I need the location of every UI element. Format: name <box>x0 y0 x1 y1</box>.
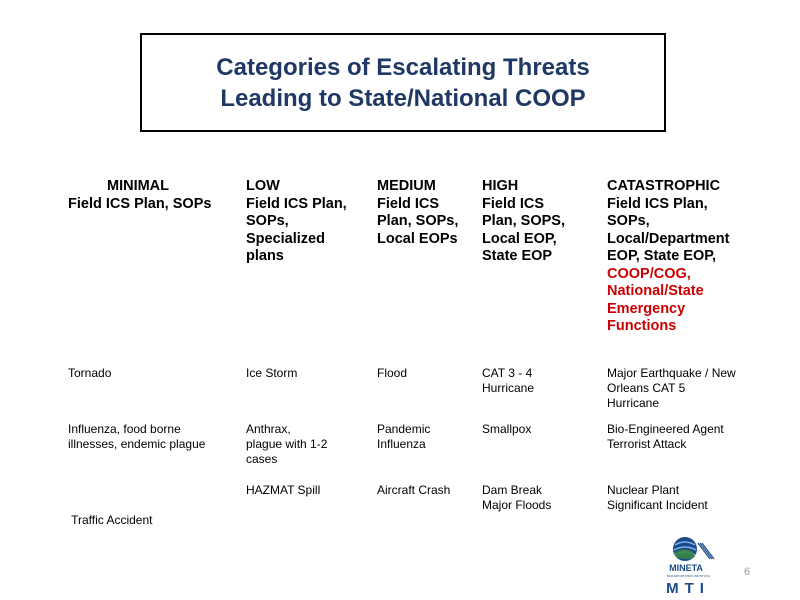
cell-line: Influenza <box>377 437 426 451</box>
cell-r2-high <box>482 422 531 437</box>
cell-line: Pandemic <box>377 422 431 436</box>
header-catastrophic-red-line: National/State <box>607 283 704 299</box>
cell-line: Significant Incident <box>607 498 708 512</box>
header-high <box>482 178 565 266</box>
cell-line: Terrorist Attack <box>607 437 687 451</box>
cell-r3-medium <box>377 483 450 498</box>
header-catastrophic-red-line: Emergency <box>607 300 686 317</box>
header-low-line: plans <box>246 248 284 264</box>
cell-line: plague with 1-2 <box>246 437 328 451</box>
cell-line: Hurricane <box>482 381 535 395</box>
header-catastrophic-line: Local/Department <box>607 230 730 247</box>
title-box <box>140 33 666 132</box>
header-low <box>246 178 347 266</box>
cell-line: cases <box>246 452 278 466</box>
header-catastrophic-line: Field ICS Plan, <box>607 195 708 212</box>
header-high-line: Plan, SOPS, <box>482 213 565 229</box>
cell-r3-low <box>246 483 320 498</box>
cell-r2-low <box>246 422 327 467</box>
header-medium-level: MEDIUM <box>377 178 436 194</box>
cell-r1-high <box>482 366 534 396</box>
cell-line: Bio-Engineered Agent <box>607 422 724 436</box>
header-catastrophic-line: SOPs, <box>607 213 650 229</box>
header-high-level: HIGH <box>482 178 519 194</box>
cell-r1-medium <box>377 366 407 381</box>
header-medium-line: Plan, SOPs, <box>377 213 459 229</box>
cell-r1-low <box>246 366 297 381</box>
header-low-line: Specialized <box>246 230 325 247</box>
header-catastrophic-red-line: COOP/COG, <box>607 265 691 282</box>
cell-line: Influenza, food borne <box>68 422 181 436</box>
header-high-line: Local EOP, <box>482 230 557 247</box>
header-minimal <box>68 178 211 213</box>
cell-line: CAT 3 - 4 <box>482 366 533 380</box>
cell-line: Flood <box>377 366 408 380</box>
logo-short: MTI <box>666 580 710 595</box>
mti-globe-icon <box>662 535 718 595</box>
header-catastrophic-line: EOP, State EOP, <box>607 248 717 264</box>
header-medium <box>377 178 458 248</box>
cell-r3-catastrophic <box>607 483 708 513</box>
cell-r3-high <box>482 483 551 513</box>
header-low-level: LOW <box>246 178 280 194</box>
header-low-line: Field ICS Plan, <box>246 195 347 212</box>
cell-line: Smallpox <box>482 422 532 436</box>
cell-line: Ice Storm <box>246 366 298 380</box>
cell-line: HAZMAT Spill <box>246 483 321 497</box>
cell-r1-catastrophic <box>607 366 736 411</box>
cell-r2-catastrophic <box>607 422 724 452</box>
mti-logo <box>662 535 718 595</box>
cell-line: Orleans CAT 5 <box>607 381 686 395</box>
header-medium-line: Field ICS <box>377 195 440 212</box>
logo-name: MINETA <box>669 563 703 573</box>
title-line-2: Leading to State/National COOP <box>220 84 586 112</box>
header-medium-line: Local EOPs <box>377 230 458 247</box>
cell-r2-medium <box>377 422 430 452</box>
header-minimal-plan: Field ICS Plan, SOPs <box>68 195 212 212</box>
header-catastrophic <box>607 178 729 336</box>
cell-line: Anthrax, <box>246 422 291 436</box>
page-number: 6 <box>744 566 751 578</box>
cell-line: illnesses, endemic plague <box>68 437 206 451</box>
header-high-line: State EOP <box>482 248 553 264</box>
cell-line: Aircraft Crash <box>377 483 451 497</box>
cell-line: Nuclear Plant <box>607 483 680 497</box>
cell-line: Hurricane <box>607 396 660 410</box>
cell-r2-minimal <box>68 422 205 452</box>
cell-r1-minimal <box>68 366 111 381</box>
header-high-line: Field ICS <box>482 195 545 212</box>
title-line-1: Categories of Escalating Threats <box>216 53 590 81</box>
cell-line: Tornado <box>68 366 112 380</box>
header-minimal-level: MINIMAL <box>107 178 170 194</box>
logo-sub: TRANSPORTATION INSTITUTE <box>666 574 710 578</box>
header-low-line: SOPs, <box>246 213 289 229</box>
cell-line: Major Floods <box>482 498 552 512</box>
cell-line: Dam Break <box>482 483 543 497</box>
cell-r3-minimal <box>68 483 153 543</box>
cell-line: Major Earthquake / New <box>607 366 736 380</box>
header-catastrophic-level: CATASTROPHIC <box>607 178 721 194</box>
header-catastrophic-red-line: Functions <box>607 318 677 334</box>
cell-line: Traffic Accident <box>68 513 153 527</box>
